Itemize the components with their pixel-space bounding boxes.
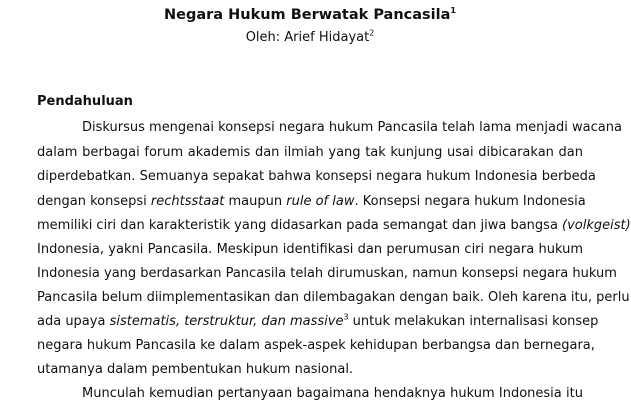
paragraph-line bbox=[37, 312, 599, 330]
text-run: ada upaya bbox=[37, 314, 110, 329]
paragraph-line: dalam berbagai forum akademis dan ilmiah yang tak kunjung usai dibicarakan dan bbox=[37, 145, 583, 160]
text-run: . Konsepsi negara hukum Indonesia bbox=[354, 194, 586, 209]
italic-term: sistematis, terstruktur, dan massive bbox=[109, 314, 344, 329]
paragraph-line: Indonesia yang berdasarkan Pancasila telah dirumuskan, namun konsepsi negara hukum bbox=[37, 266, 617, 281]
footnote-ref[interactable]: 3 bbox=[343, 312, 349, 322]
text-run: memiliki ciri dan karakteristik yang didasarkan pada semangat dan jiwa bangsa bbox=[37, 218, 563, 233]
section-heading: Pendahuluan bbox=[37, 94, 133, 109]
title-footnote-ref[interactable]: 1 bbox=[450, 6, 456, 16]
document-title bbox=[0, 7, 620, 23]
paragraph-line bbox=[37, 218, 631, 234]
paragraph-line: negara hukum Pancasila ke dalam aspek-aspek kehidupan berbangsa dan bernegara, bbox=[37, 338, 595, 353]
italic-term: rechtsstaat bbox=[150, 194, 225, 209]
paragraph-line bbox=[37, 194, 586, 210]
paragraph-line: Diskursus mengenai konsepsi negara hukum Pancasila telah lama menjadi wacana bbox=[82, 120, 622, 135]
title-text: Negara Hukum Berwatak Pancasila bbox=[164, 7, 451, 23]
text-run: maupun bbox=[224, 194, 287, 209]
italic-term: rule of law bbox=[286, 194, 355, 209]
author-text: Oleh: Arief Hidayat bbox=[245, 30, 370, 45]
document-author bbox=[0, 30, 620, 45]
text-run: untuk melakukan internalisasi konsep bbox=[348, 314, 599, 329]
paragraph-line: diperdebatkan. Semuanya sepakat bahwa konsepsi negara hukum Indonesia berbeda bbox=[37, 169, 596, 184]
paragraph-line: utamanya dalam pembentukan hukum nasional. bbox=[37, 362, 354, 377]
author-footnote-ref[interactable]: 2 bbox=[369, 28, 375, 38]
paragraph-line: Indonesia, yakni Pancasila. Meskipun identifikasi dan perumusan ciri negara hukum bbox=[37, 242, 583, 257]
text-run: dengan konsepsi bbox=[37, 194, 151, 209]
paragraph-line: Munculah kemudian pertanyaan bagaimana hendaknya hukum Indonesia itu bbox=[82, 386, 583, 401]
italic-term: (volkgeist) bbox=[562, 218, 631, 233]
paragraph-line: Pancasila belum diimplementasikan dan dilembagakan dengan baik. Oleh karena itu, perlu bbox=[37, 290, 630, 305]
